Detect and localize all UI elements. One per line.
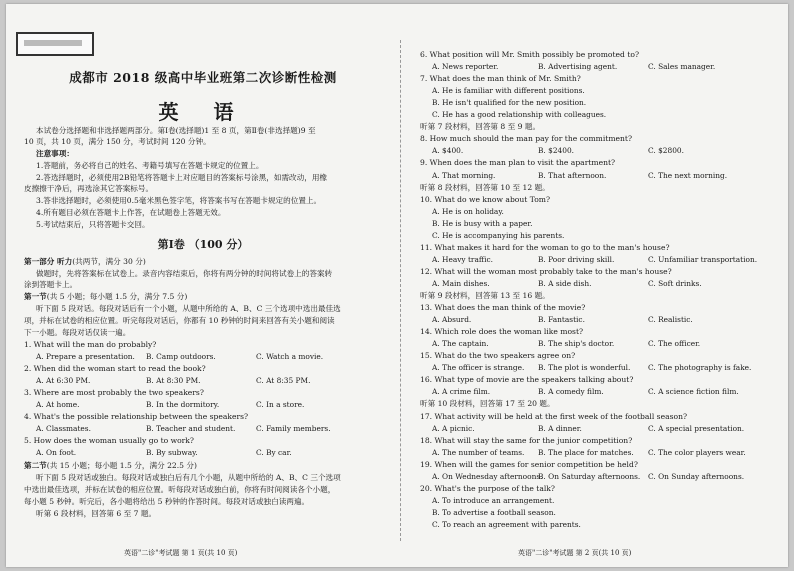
question: 8. How much should the man pay for the commitment? xyxy=(420,134,633,144)
option-b: B. Camp outdoors. xyxy=(146,352,216,361)
sec2-title: 第二节 xyxy=(24,461,47,470)
question: 15. What do the two speakers agree on? xyxy=(420,351,576,361)
question: 13. What does the man think of the movie? xyxy=(420,303,586,313)
listening-instruction: 听第 10 段材料，回答第 17 至 20 题。 xyxy=(420,399,555,409)
option-a: A. On Wednesday afternoons. xyxy=(432,471,543,481)
option: A. He is familiar with different positions. xyxy=(432,86,585,96)
option-b: B. The ship's doctor. xyxy=(538,339,615,349)
question-1: 1. What will the man do probably? xyxy=(24,340,157,349)
option: B. He is busy with a paper. xyxy=(432,218,533,228)
part1-title: 第一部分 听力 xyxy=(24,257,73,266)
option-b: B. In the dormitory. xyxy=(146,400,220,409)
question: 7. What does the man think of Mr. Smith? xyxy=(420,74,581,84)
sec1-note: (共 5 小题；每小题 1.5 分，满分 7.5 分) xyxy=(46,292,188,301)
option-a: A. Classmates. xyxy=(36,424,91,433)
option-b: B. A comedy film. xyxy=(538,387,604,397)
question: 14. Which role does the woman like most? xyxy=(420,327,584,337)
sec1-intro-line: 听下面 5 段对话。每段对话后有一个小题，从题中所给的 A、B、C 三个选项中选出最佳选 xyxy=(36,304,341,313)
option-a: A. A picnic. xyxy=(432,423,475,433)
question: 19. When will the games for senior competition be held? xyxy=(420,459,638,469)
option-c: C. In a store. xyxy=(256,400,305,409)
page-footer: 英语"二诊"考试题 第 1 页(共 10 页) xyxy=(124,549,238,557)
option-c: C. A special presentation. xyxy=(648,423,745,433)
option-c: C. $2800. xyxy=(648,146,684,156)
listening-instruction: 听第 9 段材料，回答第 13 至 16 题。 xyxy=(420,291,550,300)
question: 11. What makes it hard for the woman to go to the man's house? xyxy=(420,242,670,252)
option-a: A. On foot. xyxy=(36,448,77,457)
option-a: A. At home. xyxy=(36,400,80,409)
option-c: C. By car. xyxy=(256,448,292,457)
option-b: B. $2400. xyxy=(538,146,574,156)
option: B. To advertise a football season. xyxy=(432,507,556,517)
option-a: A. The captain. xyxy=(432,339,489,349)
option-c: C. Unfamiliar transportation. xyxy=(648,254,758,264)
option: B. He isn't qualified for the new position. xyxy=(432,98,587,108)
option: A. To introduce an arrangement. xyxy=(432,495,555,505)
option-c: C. The next morning. xyxy=(648,170,728,180)
note-line: 皮擦擦干净后，再选涂其它答案标号。 xyxy=(24,184,154,193)
sec1-title: 第一节 xyxy=(24,292,47,301)
notes-title: 注意事项： xyxy=(36,149,74,158)
option: C. He is accompanying his parents. xyxy=(432,230,565,240)
option-b: B. By subway. xyxy=(146,448,198,457)
question-3: 3. Where are most probably the two speakers? xyxy=(24,388,204,397)
option-a: A. Absurd. xyxy=(432,315,472,325)
option-a: A. Main dishes. xyxy=(432,278,490,288)
option-b: B. On Saturday afternoons. xyxy=(538,471,641,481)
option-a: A. Heavy traffic. xyxy=(432,254,493,264)
question: 10. What do we know about Tom? xyxy=(420,194,551,204)
option-b: B. The place for matches. xyxy=(538,447,634,457)
option-a: A. $400. xyxy=(432,146,464,156)
option-b: B. Advertising agent. xyxy=(538,62,618,72)
option-a: A. The number of teams. xyxy=(432,447,525,457)
page-1 xyxy=(14,4,392,567)
option-c: C. The photography is fake. xyxy=(648,363,752,373)
sec1-intro-line: 下一小题。每段对话仅读一遍。 xyxy=(24,328,131,337)
page-2 xyxy=(410,4,782,567)
option-c: C. At 8:35 PM. xyxy=(256,376,311,385)
option-a: A. A crime film. xyxy=(432,387,491,397)
note-line: 2.答选择题时，必须使用2B铅笔将答题卡上对应题目的答案标号涂黑，如需改动，用橡 xyxy=(36,173,328,182)
note-line: 3.答非选择题时，必须使用0.5毫米黑色签字笔，将答案书写在答题卡规定的位置上。 xyxy=(36,196,322,205)
option-a: A. That morning. xyxy=(432,170,496,180)
question-5: 5. How does the woman usually go to work? xyxy=(24,436,194,445)
option-c: C. The officer. xyxy=(648,339,701,349)
option: C. He has a good relationship with colleagues. xyxy=(432,110,607,120)
option-a: A. The officer is strange. xyxy=(432,363,525,373)
option-b: B. At 8:30 PM. xyxy=(146,376,201,385)
question: 20. What's the purpose of the talk? xyxy=(420,483,555,493)
note-line: 5.考试结束后，只将答题卡交回。 xyxy=(36,220,150,229)
option-b: B. A dinner. xyxy=(538,423,582,433)
option-b: B. Fantastic. xyxy=(538,315,585,325)
column-divider xyxy=(400,40,401,541)
exam-sheet xyxy=(6,4,788,567)
subject-title: 英 语 xyxy=(158,100,248,124)
option-c: C. Realistic. xyxy=(648,315,693,325)
sec2-note: (共 15 小题；每小题 1.5 分，满分 22.5 分) xyxy=(46,461,197,470)
option-c: C. On Sunday afternoons. xyxy=(648,471,745,481)
listening-instruction: 听第 7 段材料，回答第 8 至 9 题。 xyxy=(420,122,541,132)
question: 9. When does the man plan to visit the apartment? xyxy=(420,158,616,168)
option-a: A. News reporter. xyxy=(432,62,499,72)
option: C. To reach an agreement with parents. xyxy=(432,519,581,529)
option-b: B. That afternoon. xyxy=(538,170,607,180)
question: 18. What will stay the same for the junior competition? xyxy=(420,435,633,445)
part1-note: (共两节，满分 30 分) xyxy=(72,257,146,266)
option-a: A. At 6:30 PM. xyxy=(36,376,91,385)
option-b: B. A side dish. xyxy=(538,278,592,288)
listening-instruction: 听第 8 段材料，回答第 10 至 12 题。 xyxy=(420,182,550,192)
note-line: 4.所有题目必须在答题卡上作答，在试题卷上答题无效。 xyxy=(36,208,226,217)
question-2: 2. When did the woman start to read the book? xyxy=(24,364,206,373)
option-b: B. Poor driving skill. xyxy=(538,254,615,264)
option-c: C. Family members. xyxy=(256,424,331,433)
option-c: C. The color players wear. xyxy=(648,447,746,457)
intro-line: 本试卷分选择题和非选择题两部分。第Ⅰ卷(选择题)1 至 8 页，第Ⅱ卷(非选择题)9 至 xyxy=(36,126,316,135)
sec1-intro-line: 项，并标在试卷的相应位置。听完每段对话后，你都有 10 秒钟的时间来回答有关小题和阅读 xyxy=(24,316,335,325)
option-c: C. A science fiction film. xyxy=(648,387,739,397)
option-b: B. Teacher and student. xyxy=(146,424,236,433)
option-c: C. Sales manager. xyxy=(648,62,716,72)
question: 6. What position will Mr. Smith possibly be promoted to? xyxy=(420,50,640,59)
sec2-intro-line: 每小题 5 秒钟。听完后，各小题将给出 5 秒钟的作答时间。每段对话或独白读两遍。 xyxy=(24,497,310,506)
question: 16. What type of movie are the speakers talking about? xyxy=(420,375,634,385)
option-b: B. The plot is wonderful. xyxy=(538,363,631,373)
note-line: 1.答题前，务必将自己的姓名、考籍号填写在答题卡规定的位置上。 xyxy=(36,161,264,170)
option: A. He is on holiday. xyxy=(432,206,504,216)
option-c: C. Soft drinks. xyxy=(648,278,702,288)
question-4: 4. What's the possible relationship between the speakers? xyxy=(24,412,249,421)
question: 12. What will the woman most probably take to the man's house? xyxy=(420,266,672,276)
section-title: 第Ⅰ卷 （100 分） xyxy=(157,238,249,251)
intro-line: 10 页，共 10 页，满分 150 分，考试时间 120 分钟。 xyxy=(24,137,211,146)
part1-intro-line: 涂到答题卡上。 xyxy=(24,280,78,289)
exam-title: 成都市 2018 级高中毕业班第二次诊断性检测 xyxy=(69,70,337,85)
question: 17. What activity will be held at the first week of the football season? xyxy=(420,411,688,421)
option-c: C. Watch a movie. xyxy=(256,352,324,361)
part1-intro-line: 做题时，先将答案标在试卷上。录音内容结束后，你将有两分钟的时间将试卷上的答案转 xyxy=(36,269,333,278)
sec2-intro-line: 中选出最佳选项，并标在试卷的相应位置。听每段对话或独白前，你将有时间阅读各个小题， xyxy=(24,485,336,494)
sec2-intro-line: 听第 6 段材料，回答第 6 至 7 题。 xyxy=(36,509,157,518)
option-a: A. Prepare a presentation. xyxy=(36,352,135,361)
sec2-intro-line: 听下面 5 段对话或独白。每段对话或独白后有几个小题，从题中所给的 A、B、C 三个选项 xyxy=(36,473,341,482)
page-footer: 英语"二诊"考试题 第 2 页(共 10 页) xyxy=(518,549,632,557)
